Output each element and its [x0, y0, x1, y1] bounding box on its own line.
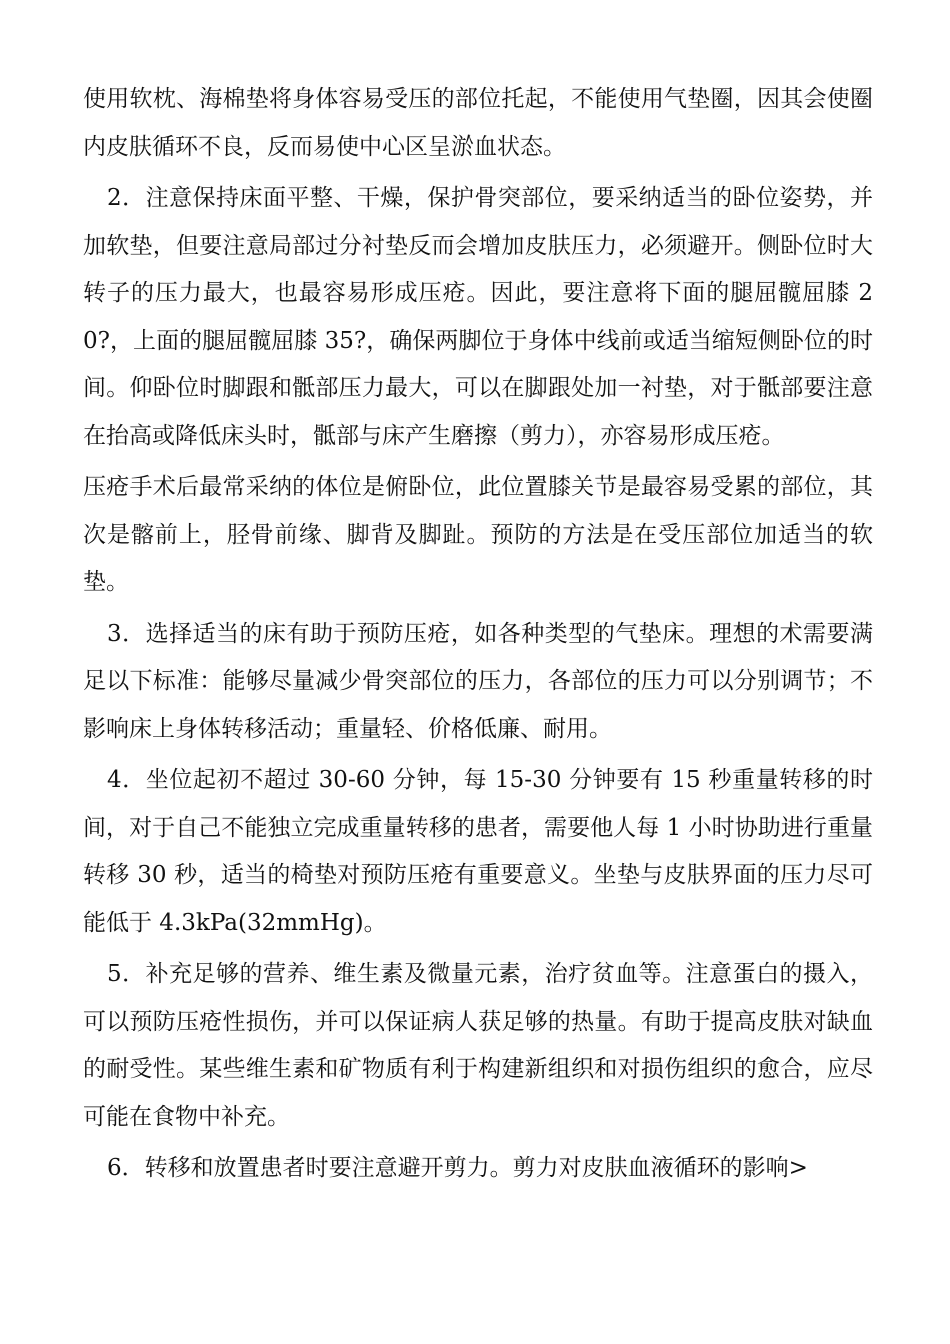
paragraph-cushion-support: 使用软枕、海棉垫将身体容易受压的部位托起，不能使用气垫圈，因其会使圈内皮肤循环不良，反而易使中心区呈淤血状态。	[83, 86, 873, 160]
document-page	[83, 76, 873, 1193]
paragraph-item-6-shear-force: 6．转移和放置患者时要注意避开剪力。剪力对皮肤血液循环的影响>	[107, 1155, 808, 1181]
paragraph-item-4-sitting: 4．坐位起初不超过 30-60 分钟，每 15-30 分钟要有 15 秒重量转移的时间，对于自己不能独立完成重量转移的患者，需要他人每 1 小时协助进行重量转移 30 秒，适当的椅垫对预防压疮有重要意义。坐垫与皮肤界面的压力尽可能低于 4.3kPa(32mmHg)。	[83, 767, 873, 936]
paragraph-item-2-bed-surface: 2．注意保持床面平整、干燥，保护骨突部位，要采纳适当的卧位姿势，并加软垫，但要注意局部过分衬垫反而会增加皮肤压力，必须避开。侧卧位时大转子的压力最大，也最容易形成压疮。因此，要注意将下面的腿屈髋屈膝 20?，上面的腿屈髋屈膝 35?，确保两脚位于身体中线前或适当缩短侧卧位的时间。仰卧位时脚跟和骶部压力最大，可以在脚跟处加一衬垫，对于骶部要注意在抬高或降低床头时，骶部与床产生磨擦（剪力），亦容易形成压疮。	[83, 185, 873, 449]
paragraph-item-3-bed-choice: 3．选择适当的床有助于预防压疮，如各种类型的气垫床。理想的术需要满足以下标准：能够尽量减少骨突部位的压力，各部位的压力可以分别调节；不影响床上身体转移活动；重量轻、价格低廉、耐用。	[83, 620, 873, 742]
paragraph-item-5-nutrition: 5．补充足够的营养、维生素及微量元素，治疗贫血等。注意蛋白的摄入，可以预防压疮性损伤，并可以保证病人获足够的热量。有助于提高皮肤对缺血的耐受性。某些维生素和矿物质有利于构建新组织和对损伤组织的愈合，应尽可能在食物中补充。	[83, 961, 873, 1130]
paragraph-postop-position: 压疮手术后最常采纳的体位是俯卧位，此位置膝关节是最容易受累的部位，其次是髂前上，胫骨前缘、脚背及脚趾。预防的方法是在受压部位加适当的软垫。	[83, 474, 873, 595]
